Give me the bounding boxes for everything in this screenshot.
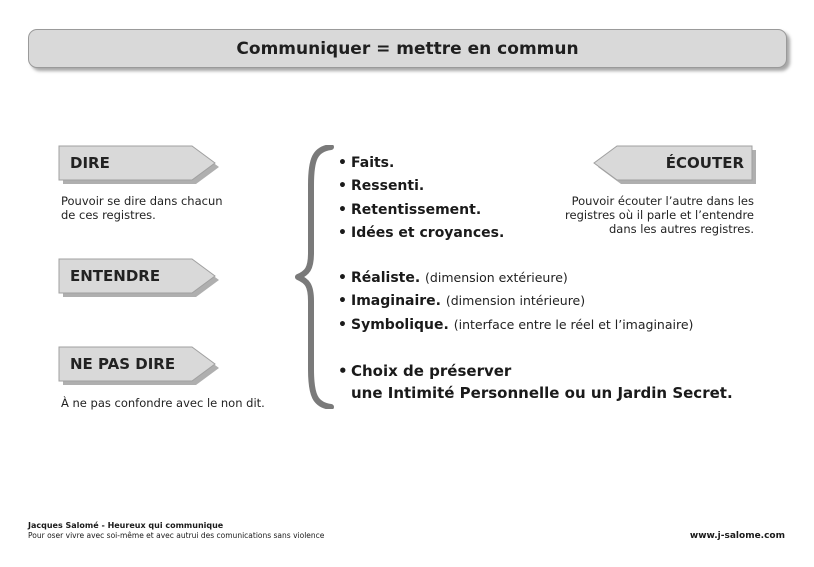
registers-list-2 — [338, 268, 693, 338]
arrow-dire — [59, 146, 219, 184]
footer-website-link[interactable]: www.j-salome.com — [689, 531, 785, 541]
page-title: Communiquer = mettre en commun — [236, 38, 579, 59]
curly-brace — [295, 145, 337, 409]
dire-description: Pouvoir se dire dans chacun de ces registres. — [61, 194, 223, 222]
arrow-label-dire: DIRE — [70, 154, 110, 172]
footer-author: Jacques Salomé - Heureux qui communique — [28, 521, 224, 530]
list-item: • Choix de préserver une Intimité Personnelle ou un Jardin Secret. — [338, 362, 733, 402]
list-item: • Retentissement. — [338, 201, 482, 218]
arrow-label-ecouter: ÉCOUTER — [665, 154, 744, 172]
footer-credits — [28, 521, 324, 541]
arrow-label-entendre: ENTENDRE — [70, 267, 161, 285]
list-item: • Réaliste. (dimension extérieure) — [338, 270, 568, 286]
arrow-entendre — [59, 259, 219, 297]
ne-pas-dire-description: À ne pas confondre avec le non dit. — [61, 396, 265, 410]
registers-list-3 — [338, 360, 733, 404]
arrow-label-ne-pas-dire: NE PAS DIRE — [70, 355, 176, 373]
list-item: • Imaginaire. (dimension intérieure) — [338, 293, 586, 310]
list-item: • Symbolique. (interface entre le réel et l’imaginaire) — [338, 316, 694, 333]
list-item: • Ressenti. — [338, 178, 425, 195]
list-item: • Faits. — [338, 155, 395, 171]
title-bar — [28, 29, 787, 68]
ecouter-description: Pouvoir écouter l’autre dans les registres où il parle et l’entendre dans les autres registres. — [565, 194, 754, 236]
list-item: • Idées et croyances. — [338, 224, 505, 241]
arrow-ecouter — [594, 146, 756, 184]
arrow-ne-pas-dire — [59, 347, 219, 385]
footer-subtitle: Pour oser vivre avec soi-même et avec autrui des comunications sans violence — [28, 531, 325, 540]
registers-list-1 — [338, 153, 504, 246]
